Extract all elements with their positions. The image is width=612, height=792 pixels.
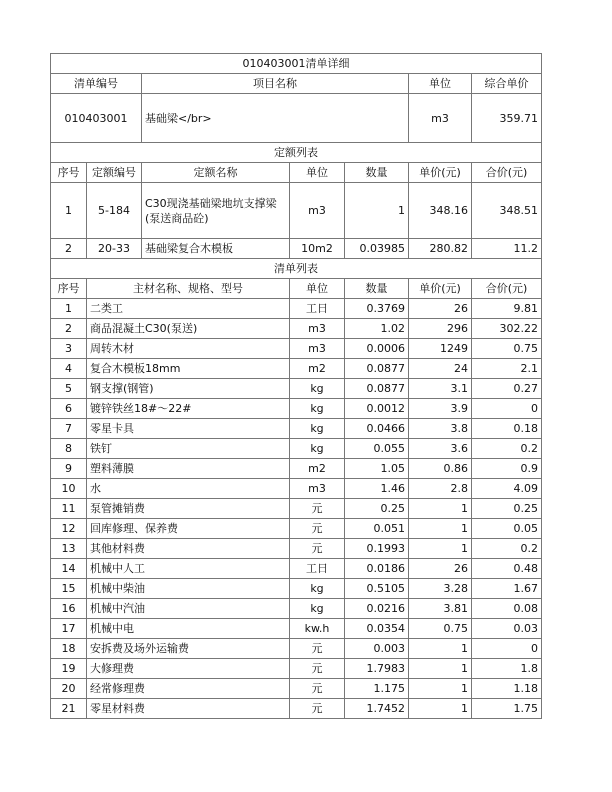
- table-row: [51, 439, 542, 459]
- list-total: 0.2: [472, 439, 542, 459]
- list-no: 3: [51, 339, 87, 359]
- list-name: 机械中汽油: [87, 599, 290, 619]
- list-total: 0: [472, 639, 542, 659]
- quota-header-row: [51, 163, 542, 183]
- list-qty: 0.0354: [345, 619, 409, 639]
- table-row: [51, 479, 542, 499]
- list-no: 12: [51, 519, 87, 539]
- list-section-row: [51, 259, 542, 279]
- list-price: 26: [409, 299, 472, 319]
- list-unit: m3: [290, 479, 345, 499]
- list-unit-header: 单位: [290, 279, 345, 299]
- list-no: 8: [51, 439, 87, 459]
- table-row: [51, 659, 542, 679]
- list-price: 1: [409, 699, 472, 719]
- table-row: [51, 679, 542, 699]
- list-qty: 0.3769: [345, 299, 409, 319]
- list-total: 0.25: [472, 499, 542, 519]
- quota-name-header: 定额名称: [142, 163, 290, 183]
- item-unit-header: 单位: [409, 74, 472, 94]
- list-total: 0.75: [472, 339, 542, 359]
- quota-qty-header: 数量: [345, 163, 409, 183]
- item-code-header: 清单编号: [51, 74, 142, 94]
- list-no: 5: [51, 379, 87, 399]
- item-row: [51, 94, 542, 143]
- list-price-header: 单价(元): [409, 279, 472, 299]
- list-name: 安拆费及场外运输费: [87, 639, 290, 659]
- list-unit: 元: [290, 639, 345, 659]
- list-name: 机械中人工: [87, 559, 290, 579]
- list-name: 铁钉: [87, 439, 290, 459]
- list-no: 18: [51, 639, 87, 659]
- list-name: 机械中电: [87, 619, 290, 639]
- list-price: 0.86: [409, 459, 472, 479]
- list-unit: m2: [290, 359, 345, 379]
- list-qty: 1.7452: [345, 699, 409, 719]
- list-name: 镀锌铁丝18#～22#: [87, 399, 290, 419]
- list-no: 10: [51, 479, 87, 499]
- quota-code: 5-184: [87, 183, 142, 239]
- list-unit: kg: [290, 579, 345, 599]
- table-row: [51, 519, 542, 539]
- list-price: 0.75: [409, 619, 472, 639]
- list-total: 0.03: [472, 619, 542, 639]
- list-qty: 0.055: [345, 439, 409, 459]
- list-total: 0.18: [472, 419, 542, 439]
- list-total: 0.2: [472, 539, 542, 559]
- list-no: 2: [51, 319, 87, 339]
- list-price: 26: [409, 559, 472, 579]
- quota-no: 1: [51, 183, 87, 239]
- list-no: 20: [51, 679, 87, 699]
- list-no: 13: [51, 539, 87, 559]
- item-price: 359.71: [472, 94, 542, 143]
- list-no: 16: [51, 599, 87, 619]
- list-name: 复合木模板18mm: [87, 359, 290, 379]
- list-no: 17: [51, 619, 87, 639]
- quota-total: 11.2: [472, 239, 542, 259]
- table-row: [51, 599, 542, 619]
- list-unit: 元: [290, 539, 345, 559]
- item-price-header: 综合单价: [472, 74, 542, 94]
- list-no-header: 序号: [51, 279, 87, 299]
- list-unit: kg: [290, 439, 345, 459]
- quota-no: 2: [51, 239, 87, 259]
- quota-section-title: 定额列表: [51, 143, 542, 163]
- quota-price: 280.82: [409, 239, 472, 259]
- list-qty: 0.0877: [345, 359, 409, 379]
- list-no: 6: [51, 399, 87, 419]
- list-unit: kg: [290, 599, 345, 619]
- list-name: 塑料薄膜: [87, 459, 290, 479]
- list-price: 3.9: [409, 399, 472, 419]
- table-row: [51, 299, 542, 319]
- quota-no-header: 序号: [51, 163, 87, 183]
- list-no: 11: [51, 499, 87, 519]
- table-row: [51, 559, 542, 579]
- quota-unit: m3: [290, 183, 345, 239]
- quota-name: C30现浇基础梁地坑支撑梁(泵送商品砼): [142, 183, 290, 239]
- item-name-header: 项目名称: [142, 74, 409, 94]
- list-qty: 0.25: [345, 499, 409, 519]
- list-price: 3.81: [409, 599, 472, 619]
- list-no: 21: [51, 699, 87, 719]
- list-name: 水: [87, 479, 290, 499]
- list-no: 9: [51, 459, 87, 479]
- list-qty: 1.175: [345, 679, 409, 699]
- list-name: 机械中柴油: [87, 579, 290, 599]
- list-price: 1: [409, 519, 472, 539]
- title-row: [51, 54, 542, 74]
- list-qty: 0.0216: [345, 599, 409, 619]
- list-price: 3.1: [409, 379, 472, 399]
- list-unit: 元: [290, 519, 345, 539]
- list-qty-header: 数量: [345, 279, 409, 299]
- table-row: [51, 699, 542, 719]
- table-row: [51, 339, 542, 359]
- list-total: 0.9: [472, 459, 542, 479]
- table-row: [51, 459, 542, 479]
- list-total: 1.75: [472, 699, 542, 719]
- list-name: 零星材料费: [87, 699, 290, 719]
- list-qty: 0.051: [345, 519, 409, 539]
- list-unit: 元: [290, 499, 345, 519]
- list-header-row: [51, 279, 542, 299]
- list-unit: kg: [290, 399, 345, 419]
- quota-total-header: 合价(元): [472, 163, 542, 183]
- list-total: 0.05: [472, 519, 542, 539]
- table-title: 010403001清单详细: [51, 54, 542, 74]
- list-price: 1: [409, 499, 472, 519]
- quota-row: [51, 183, 542, 239]
- table-row: [51, 579, 542, 599]
- quota-unit-header: 单位: [290, 163, 345, 183]
- list-no: 14: [51, 559, 87, 579]
- quota-name: 基础梁复合木模板: [142, 239, 290, 259]
- quota-row: [51, 239, 542, 259]
- list-section-title: 清单列表: [51, 259, 542, 279]
- list-name: 回库修理、保养费: [87, 519, 290, 539]
- item-header-row: [51, 74, 542, 94]
- list-price: 3.6: [409, 439, 472, 459]
- list-no: 19: [51, 659, 87, 679]
- list-total: 2.1: [472, 359, 542, 379]
- list-name: 二类工: [87, 299, 290, 319]
- table-row: [51, 539, 542, 559]
- list-total: 0.48: [472, 559, 542, 579]
- list-price: 1: [409, 659, 472, 679]
- list-price: 2.8: [409, 479, 472, 499]
- quota-price-header: 单价(元): [409, 163, 472, 183]
- list-total: 4.09: [472, 479, 542, 499]
- list-name: 泵管摊销费: [87, 499, 290, 519]
- item-code: 010403001: [51, 94, 142, 143]
- list-price: 296: [409, 319, 472, 339]
- list-name: 零星卡具: [87, 419, 290, 439]
- quota-total: 348.51: [472, 183, 542, 239]
- table-row: [51, 619, 542, 639]
- list-unit: m3: [290, 339, 345, 359]
- list-total: 302.22: [472, 319, 542, 339]
- list-price: 3.8: [409, 419, 472, 439]
- detail-table: [50, 53, 542, 719]
- list-no: 1: [51, 299, 87, 319]
- list-unit: kw.h: [290, 619, 345, 639]
- item-name: 基础梁</br>: [142, 94, 409, 143]
- list-price: 3.28: [409, 579, 472, 599]
- list-unit: 工日: [290, 299, 345, 319]
- quota-section-row: [51, 143, 542, 163]
- item-unit: m3: [409, 94, 472, 143]
- list-name: 钢支撑(钢管): [87, 379, 290, 399]
- list-name: 其他材料费: [87, 539, 290, 559]
- list-qty: 1.05: [345, 459, 409, 479]
- list-qty: 1.7983: [345, 659, 409, 679]
- list-no: 4: [51, 359, 87, 379]
- list-price: 1: [409, 539, 472, 559]
- list-unit: kg: [290, 419, 345, 439]
- table-row: [51, 399, 542, 419]
- list-price: 1: [409, 639, 472, 659]
- list-qty: 0.0012: [345, 399, 409, 419]
- list-no: 7: [51, 419, 87, 439]
- list-total: 1.67: [472, 579, 542, 599]
- list-unit: 元: [290, 699, 345, 719]
- list-price: 24: [409, 359, 472, 379]
- list-unit: m2: [290, 459, 345, 479]
- list-total: 0.08: [472, 599, 542, 619]
- quota-unit: 10m2: [290, 239, 345, 259]
- list-unit: 元: [290, 679, 345, 699]
- list-unit: kg: [290, 379, 345, 399]
- list-price: 1: [409, 679, 472, 699]
- list-total: 9.81: [472, 299, 542, 319]
- list-name: 大修理费: [87, 659, 290, 679]
- table-row: [51, 639, 542, 659]
- list-qty: 0.003: [345, 639, 409, 659]
- list-total: 1.8: [472, 659, 542, 679]
- list-name-header: 主材名称、规格、型号: [87, 279, 290, 299]
- table-row: [51, 419, 542, 439]
- list-total: 0.27: [472, 379, 542, 399]
- list-total-header: 合价(元): [472, 279, 542, 299]
- quota-code: 20-33: [87, 239, 142, 259]
- list-name: 周转木材: [87, 339, 290, 359]
- list-qty: 0.0877: [345, 379, 409, 399]
- list-price: 1249: [409, 339, 472, 359]
- list-total: 0: [472, 399, 542, 419]
- list-name: 经常修理费: [87, 679, 290, 699]
- quota-price: 348.16: [409, 183, 472, 239]
- list-qty: 0.0006: [345, 339, 409, 359]
- list-unit: m3: [290, 319, 345, 339]
- table-row: [51, 359, 542, 379]
- quota-qty: 1: [345, 183, 409, 239]
- list-qty: 1.02: [345, 319, 409, 339]
- table-row: [51, 379, 542, 399]
- quota-code-header: 定额编号: [87, 163, 142, 183]
- quota-qty: 0.03985: [345, 239, 409, 259]
- list-total: 1.18: [472, 679, 542, 699]
- list-unit: 工日: [290, 559, 345, 579]
- list-qty: 0.5105: [345, 579, 409, 599]
- list-qty: 1.46: [345, 479, 409, 499]
- table-row: [51, 319, 542, 339]
- list-no: 15: [51, 579, 87, 599]
- list-qty: 0.1993: [345, 539, 409, 559]
- list-name: 商品混凝土C30(泵送): [87, 319, 290, 339]
- list-qty: 0.0466: [345, 419, 409, 439]
- table-row: [51, 499, 542, 519]
- list-qty: 0.0186: [345, 559, 409, 579]
- list-unit: 元: [290, 659, 345, 679]
